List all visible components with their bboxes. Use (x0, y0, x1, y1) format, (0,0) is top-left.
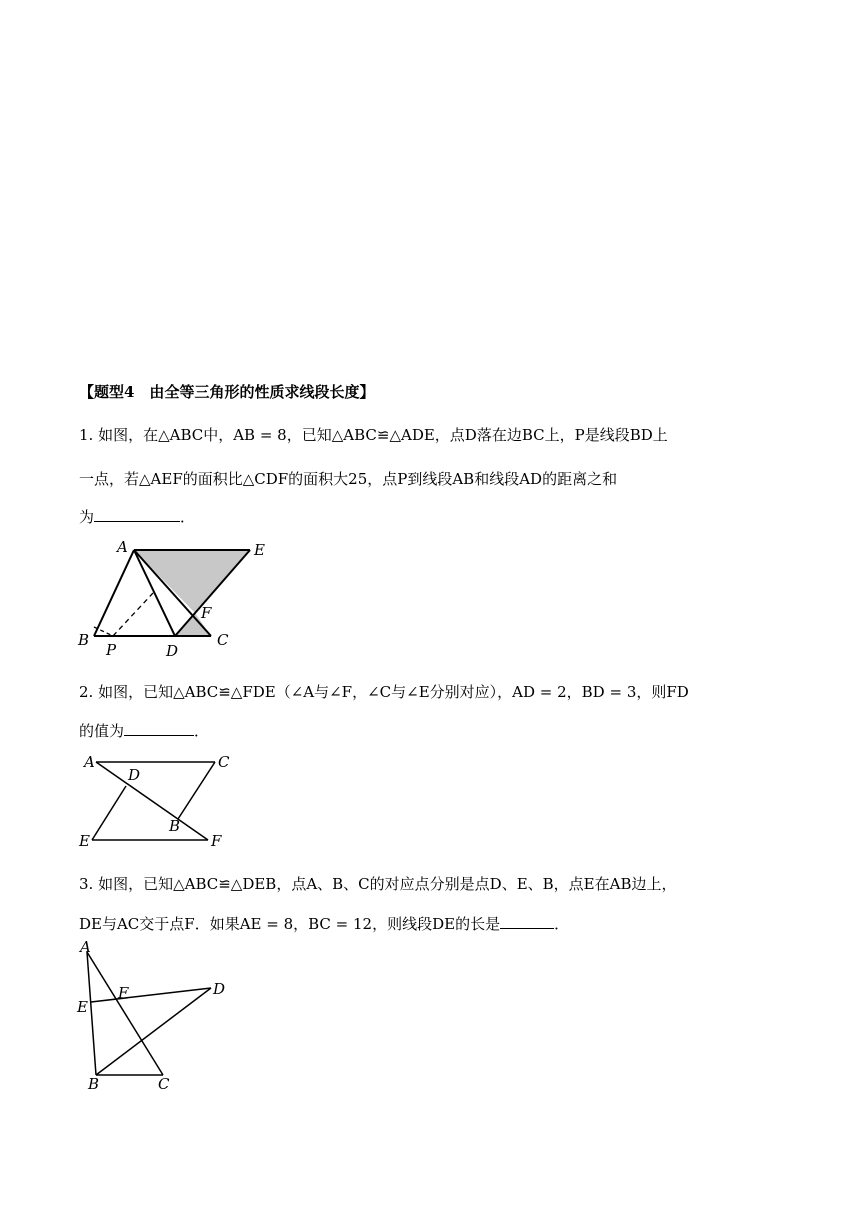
figure-3 (70, 935, 240, 1095)
label-f: F (118, 984, 129, 1002)
label-c: C (217, 631, 229, 649)
label-e: E (77, 998, 88, 1016)
label-a: A (84, 753, 95, 771)
problem-2-line-2 (79, 721, 209, 741)
label-a: A (117, 538, 128, 556)
problem-3-line-1: 3. 如图，已知△ABC≌△DEB，点A、B、C的对应点分别是点D、E、B，点E在AB边上， (79, 875, 677, 893)
label-a: A (80, 938, 91, 956)
answer-blank-1 (94, 507, 180, 522)
answer-blank-2 (124, 721, 194, 736)
figure-2 (75, 750, 245, 850)
label-e: E (79, 832, 90, 850)
label-d: D (213, 980, 226, 998)
label-c: C (158, 1075, 170, 1093)
label-b: B (88, 1075, 100, 1093)
label-d: D (166, 642, 179, 660)
problem-3-end: ． (554, 915, 570, 933)
label-b: B (78, 631, 90, 649)
problem-1-line-1: 1. 如图，在△ABC中，AB = 8，已知△ABC≌△ADE，点D落在边BC上，P是线段BD上 (79, 426, 668, 444)
problem-3-line-2 (79, 914, 569, 934)
label-f: F (201, 604, 212, 622)
problem-2-line-2-text: 的值为 (79, 722, 125, 740)
answer-blank-3 (500, 914, 554, 929)
problem-2-end: ． (194, 722, 210, 740)
section-title: 【题型4 由全等三角形的性质求线段长度】 (79, 383, 375, 401)
problem-3-line-2-text: DE与AC交于点F．如果AE = 8，BC = 12，则线段DE的长是 (79, 915, 501, 933)
label-d: D (128, 766, 141, 784)
label-e: E (254, 541, 265, 559)
shaded-triangle-aef (134, 550, 250, 613)
problem-1-line-3 (79, 507, 195, 527)
label-p: P (106, 641, 117, 659)
label-f: F (211, 832, 222, 850)
problem-1-line-2: 一点，若△AEF的面积比△CDF的面积大25，点P到线段AB和线段AD的距离之和 (79, 470, 618, 488)
problem-1-line-3-text: 为 (79, 508, 95, 526)
problem-2-line-1: 2. 如图，已知△ABC≌△FDE（∠A与∠F，∠C与∠E分别对应），AD = 2，BD = 3，则FD (79, 683, 689, 701)
figure-1 (70, 534, 290, 664)
label-b: B (169, 817, 181, 835)
label-c: C (218, 753, 230, 771)
problem-1-end: ． (180, 508, 196, 526)
